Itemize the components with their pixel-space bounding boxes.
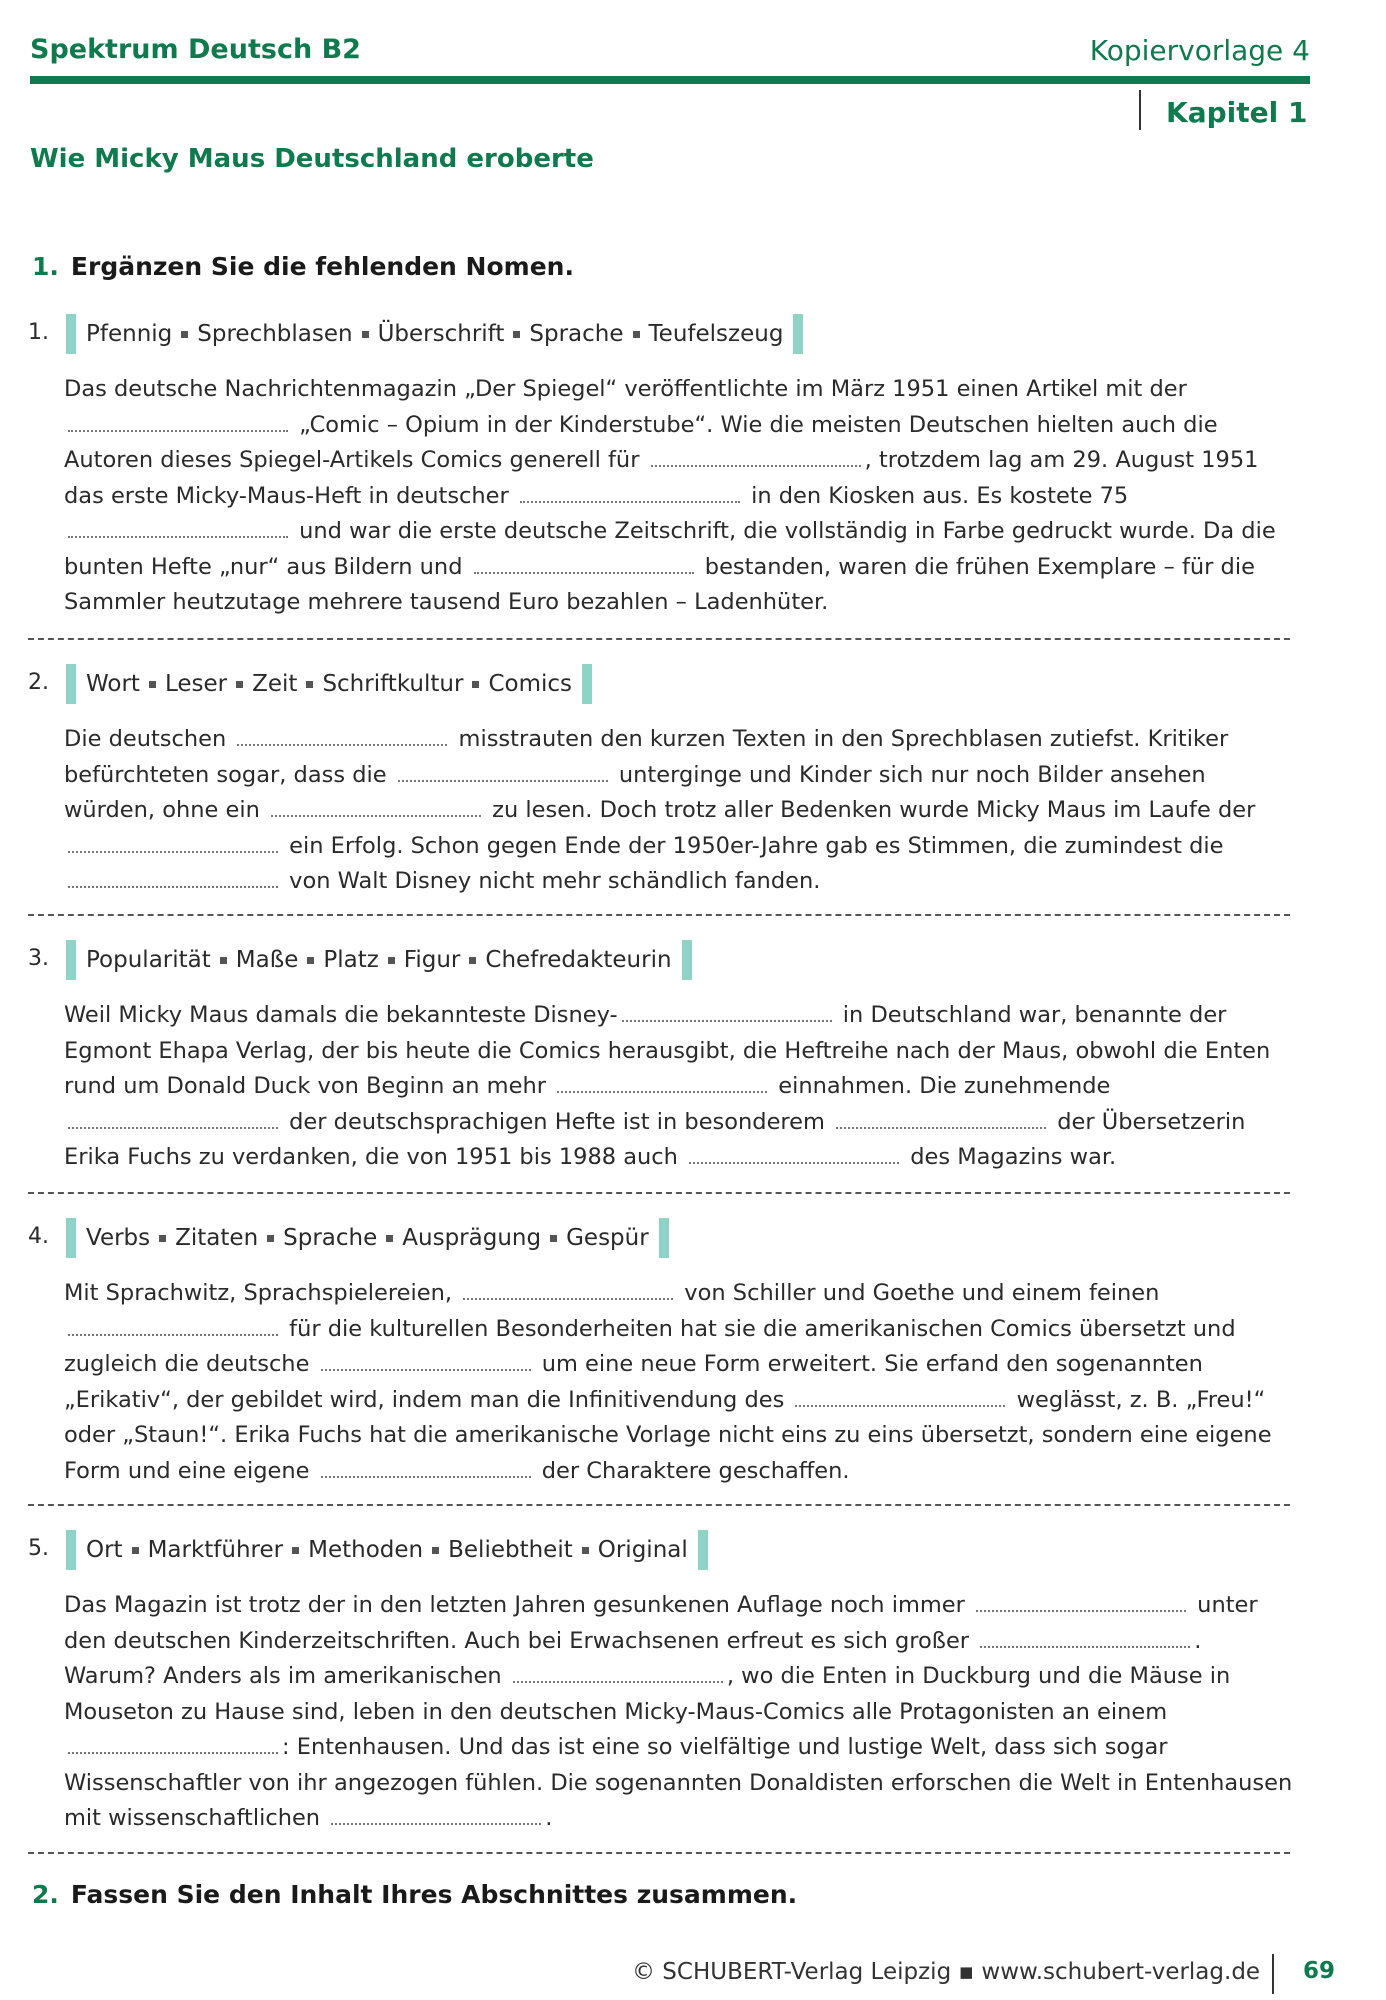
text-segment: der Übersetzerin Erika Fuchs zu verdanken, die von 1951 bis 1988 auch [64, 1108, 1246, 1170]
text-segment: Das Magazin ist trotz der in den letzten Jahren gesunkenen Auflage noch immer [64, 1592, 973, 1618]
task-2-instruction [32, 1880, 797, 1909]
gap-blank[interactable] [836, 1105, 1046, 1129]
text-segment: „Comic – Opium in der Kinderstube“. Wie die meisten Deutschen hielten auch die Autoren dieses Spiegel-Artikels Comics generell für [64, 411, 1218, 473]
gap-blank[interactable] [331, 1801, 541, 1825]
worksheet-title: Wie Micky Maus Deutschland eroberte [30, 144, 594, 174]
section-divider [28, 1192, 1290, 1194]
section-number: 2. [28, 670, 49, 695]
gap-text [64, 372, 1294, 621]
word-bank-item: Original [573, 1537, 688, 1563]
word-bank-item: Platz [298, 947, 378, 973]
text-segment: ein Erfolg. Schon gegen Ende der 1950er-Jahre gab es Stimmen, die zumindest die [282, 832, 1224, 859]
gap-text [64, 1276, 1294, 1489]
word-bank-item: Zeit [227, 671, 297, 697]
section-number: 4. [28, 1224, 49, 1249]
chapter-separator [1139, 90, 1141, 130]
section-divider [28, 638, 1290, 640]
text-segment: Das deutsche Nachrichtenmagazin „Der Spiegel“ veröffentlichte im März 1951 einen Artikel mit der [64, 376, 1187, 402]
header-rule [30, 76, 1310, 84]
gap-blank[interactable] [68, 1730, 278, 1754]
gap-blank[interactable] [557, 1069, 767, 1093]
gap-blank[interactable] [513, 1659, 723, 1683]
book-title: Spektrum Deutsch B2 [30, 34, 361, 65]
gap-blank[interactable] [474, 550, 694, 574]
text-segment: von Schiller und Goethe und einem feinen [677, 1280, 1160, 1306]
text-segment: der deutschsprachigen Hefte ist in besonderem [282, 1108, 833, 1135]
gap-blank[interactable] [237, 722, 447, 746]
gap-blank[interactable] [976, 1588, 1186, 1612]
gap-blank[interactable] [689, 1140, 899, 1164]
text-segment: . [545, 1805, 553, 1831]
text-segment: um eine neue Form erweitert. Sie erfand den sogenannten „Erikativ“, der gebildet wird, indem man die Infinitivendung des [64, 1351, 1203, 1413]
task-text: Fassen Sie den Inhalt Ihres Abschnittes zusammen. [70, 1880, 798, 1909]
gap-blank[interactable] [398, 758, 608, 782]
gap-blank[interactable] [271, 793, 481, 817]
word-bank-item: Pfennig [86, 321, 173, 347]
gap-text [64, 998, 1294, 1176]
text-segment: in Deutschland war, benannte der Egmont Ehapa Verlag, der bis heute die Comics herausgibt, die Heftreihe nach der Maus, obwohl die Enten rund um Donald Duck von Beginn an mehr [64, 1002, 1271, 1099]
gap-blank[interactable] [520, 479, 740, 503]
gap-blank[interactable] [795, 1383, 1005, 1407]
task-number: 1. [32, 252, 59, 281]
gap-blank[interactable] [68, 408, 288, 432]
gap-blank[interactable] [68, 864, 278, 888]
word-bank-item: Leser [140, 671, 227, 697]
word-bank-item: Ort [86, 1537, 123, 1563]
word-bank-item: Sprache [258, 1225, 377, 1251]
text-segment: Weil Micky Maus damals die bekannteste Disney- [64, 1002, 618, 1028]
text-segment: in den Kiosken aus. Es kostete 75 [743, 482, 1129, 509]
text-segment: der Charaktere geschaffen. [534, 1457, 850, 1484]
section-divider [28, 1504, 1290, 1506]
gap-text [64, 722, 1294, 900]
word-bank-item: Popularität [86, 947, 211, 973]
page-number: 69 [1303, 1958, 1336, 1984]
text-segment: des Magazins war. [903, 1144, 1117, 1170]
gap-blank[interactable] [68, 829, 278, 853]
gap-blank[interactable] [622, 998, 832, 1022]
word-bank-item: Figur [379, 947, 461, 973]
text-segment: von Walt Disney nicht mehr schändlich fanden. [282, 868, 821, 894]
text-segment: unterginge und Kinder sich nur noch Bilder ansehen würden, ohne ein [64, 761, 1206, 823]
word-bank-item: Teufelszeug [624, 321, 784, 347]
task-1-instruction [32, 252, 574, 281]
text-segment: unter den deutschen Kinderzeitschriften. Auch bei Erwachsenen erfreut es sich großer [64, 1592, 1258, 1654]
gap-blank[interactable] [463, 1276, 673, 1300]
text-segment: , wo die Enten in Duckburg und die Mäuse in Mouseton zu Hause sind, leben in den deutschen Micky-Maus-Comics alle Protagonisten an einem [64, 1663, 1231, 1725]
section-number: 5. [28, 1536, 49, 1561]
word-bank-item: Gespür [541, 1225, 649, 1251]
word-bank-item: Verbs [86, 1225, 151, 1251]
task-number: 2. [32, 1880, 59, 1909]
text-segment: einnahmen. Die zunehmende [771, 1073, 1111, 1099]
gap-blank[interactable] [651, 443, 861, 467]
word-bank [66, 940, 692, 980]
text-segment: . Warum? Anders als im amerikanischen [64, 1627, 1202, 1689]
gap-blank[interactable] [68, 514, 288, 538]
task-text: Ergänzen Sie die fehlenden Nomen. [70, 252, 574, 281]
word-bank [66, 664, 592, 704]
word-bank-item: Zitaten [150, 1225, 258, 1251]
word-bank-item: Marktführer [123, 1537, 284, 1563]
text-segment: : Entenhausen. Und das ist eine so vielfältige und lustige Welt, dass sich sogar Wissenschaftler von ihr angezogen fühlen. Die sogenannten Donaldisten erforschen die Welt in Entenhausen mit wissenschaftlichen [64, 1734, 1293, 1831]
word-bank-item: Wort [86, 671, 140, 697]
text-segment: Die deutschen [64, 726, 234, 752]
word-bank-item: Sprache [504, 321, 623, 347]
word-bank [66, 1530, 708, 1570]
word-bank-item: Comics [463, 671, 572, 697]
word-bank-item: Chefredakteurin [460, 947, 671, 973]
gap-blank[interactable] [321, 1454, 531, 1478]
word-bank [66, 1218, 669, 1258]
text-segment: für die kulturellen Besonderheiten hat sie die amerikanischen Comics übersetzt und zugleich die deutsche [64, 1315, 1236, 1377]
chapter-label: Kapitel 1 [1166, 96, 1308, 129]
gap-blank[interactable] [980, 1624, 1190, 1648]
text-segment: misstrauten den kurzen Texten in den Sprechblasen zutiefst. Kritiker befürchteten sogar, dass die [64, 726, 1229, 788]
text-segment: , trotzdem lag am 29. August 1951 das erste Micky-Maus-Heft in deutscher [64, 447, 1259, 509]
section-divider [28, 1852, 1290, 1854]
text-segment: Mit Sprachwitz, Sprachspielereien, [64, 1280, 460, 1306]
word-bank-item: Maße [211, 947, 299, 973]
section-divider [28, 914, 1290, 916]
word-bank-item: Schriftkultur [297, 671, 463, 697]
word-bank-item: Methoden [283, 1537, 423, 1563]
copy-template-label: Kopiervorlage 4 [1089, 34, 1310, 67]
publisher-footer: © SCHUBERT-Verlag Leipzig ▪ www.schubert-verlag.de [632, 1959, 1261, 1985]
word-bank [66, 314, 803, 354]
word-bank-item: Ausprägung [377, 1225, 541, 1251]
word-bank-item: Überschrift [353, 321, 505, 347]
gap-blank[interactable] [68, 1312, 278, 1336]
section-number: 3. [28, 946, 49, 971]
text-segment: weglässt, z. B. „Freu!“ oder „Staun!“. Erika Fuchs hat die amerikanische Vorlage nicht eins zu eins übersetzt, sondern eine eigene Form und eine eigene [64, 1386, 1272, 1484]
section-number: 1. [28, 320, 49, 345]
text-segment: und war die erste deutsche Zeitschrift, die vollständig in Farbe gedruckt wurde. Da die bunten Hefte „nur“ aus Bildern und [64, 518, 1276, 580]
word-bank-item: Beliebtheit [423, 1537, 573, 1563]
word-bank-item: Sprechblasen [172, 321, 352, 347]
gap-blank[interactable] [321, 1347, 531, 1371]
footer-separator [1272, 1954, 1274, 1994]
gap-blank[interactable] [68, 1105, 278, 1129]
text-segment: zu lesen. Doch trotz aller Bedenken wurde Micky Maus im Laufe der [485, 797, 1256, 823]
gap-text [64, 1588, 1294, 1837]
text-segment: bestanden, waren die frühen Exemplare – für die Sammler heutzutage mehrere tausend Euro bezahlen – Ladenhüter. [64, 553, 1255, 615]
